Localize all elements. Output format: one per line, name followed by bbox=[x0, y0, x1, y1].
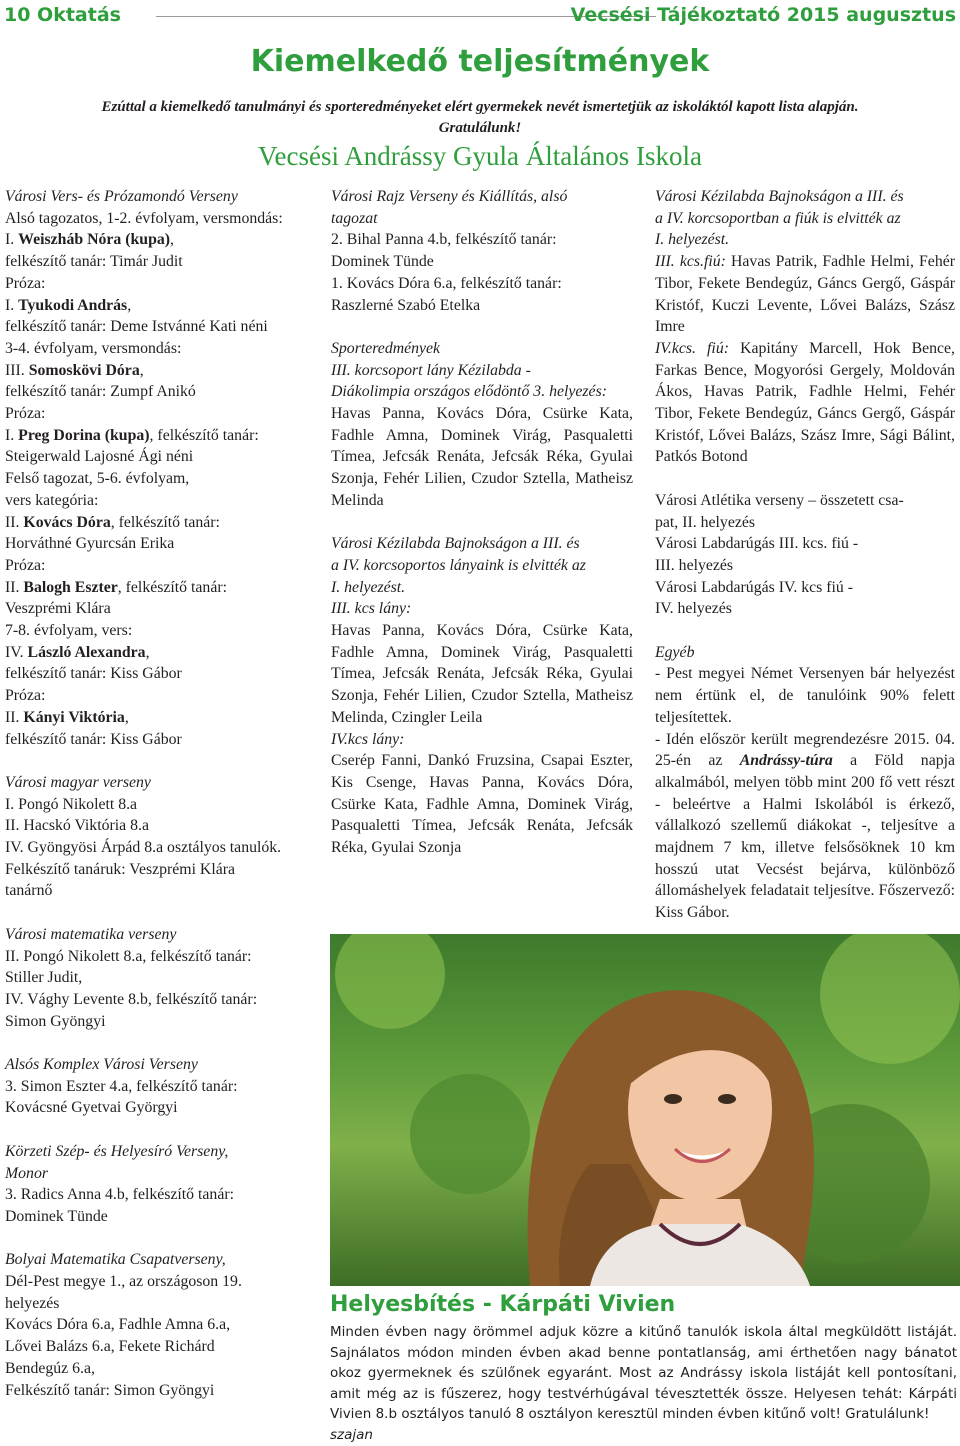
text-line: Városi Atlétika verseny – összetett csa- bbox=[655, 491, 904, 509]
competition-title: I. helyezést. bbox=[655, 231, 730, 249]
section-title: Egyéb bbox=[655, 643, 695, 661]
text-line: 3. Simon Eszter 4.a, felkészítő tanár: bbox=[5, 1077, 238, 1095]
author-signature: szajan bbox=[330, 1426, 373, 1443]
text-line: 7-8. évfolyam, vers: bbox=[5, 622, 133, 640]
text-line: Felkészítő tanáruk: Veszprémi Klára bbox=[5, 860, 236, 878]
text-line: Városi Labdarúgás III. kcs. fiú - bbox=[655, 535, 859, 553]
team-list: Havas Panna, Kovács Dóra, Csürke Kata, Fadhle Amna, Dominek Virág, Pasqualetti Tímea, Jefcsák Renáta, Jefcsák Réka, Gyulai Szonja, Fehér Lilien, Czudor Sztella, Matheisz Melinda, Czingler Leila bbox=[331, 622, 633, 726]
competition-title: Városi matematika verseny bbox=[5, 925, 177, 943]
competition-title: I. helyezést. bbox=[331, 578, 406, 596]
team-list: Cserép Fanni, Dankó Fruzsina, Csapai Eszter, Kis Csenge, Havas Panna, Kovács Dóra, Csürke Kata, Fadhle Amna, Dominek Virág, Pasqualetti Tímea, Jefcsák Renáta, Jefcsák Réka, Gyulai Szonja bbox=[331, 752, 633, 857]
competition-title: a IV. korcsoportban a fiúk is elvitték az bbox=[655, 209, 901, 227]
text-line: IV. Vághy Levente 8.b, felkészítő tanár: bbox=[5, 990, 258, 1008]
portrait-illustration bbox=[330, 934, 960, 1286]
team-list: III. kcs.fiú: Havas Patrik, Fadhle Helmi, Fehér Tibor, Fekete Bendegúz, Gáncs Gergő, Gáspár Kristóf, Kuczi Levente, Lővei Balázs, Szász Imre bbox=[655, 253, 955, 336]
team-list: Havas Panna, Kovács Dóra, Csürke Kata, Fadhle Amna, Dominek Virág, Pasqualetti Tímea, Jefcsák Renáta, Jefcsák Réka, Gyulai Szonja, Fehér Lilien, Czudor Sztella, Matheisz Melinda bbox=[331, 405, 633, 509]
result-line: III. Somosköv​i Dóra, bbox=[5, 361, 144, 379]
competition-title: III. korcsoport lány Kézilabda - bbox=[331, 361, 531, 379]
intro-text bbox=[0, 97, 960, 139]
page-title: Kiemelkedő teljesítmények bbox=[250, 44, 710, 79]
competition-title: Városi Rajz Verseny és Kiállítás, alsó bbox=[331, 188, 568, 205]
text-line: Steigerwald Lajosné Ági néni bbox=[5, 448, 194, 466]
result-line: II. Kovács Dóra, felkészítő tanár: bbox=[5, 513, 220, 531]
result-line: IV. László Alexandra, bbox=[5, 643, 150, 661]
text-line: Felső tagozat, 5-6. évfolyam, bbox=[5, 470, 190, 488]
text-line: 3-4. évfolyam, versmondás: bbox=[5, 339, 182, 357]
competition-title: Városi magyar verseny bbox=[5, 773, 151, 791]
text-line: II. Pongó Nikolett 8.a, felkészítő tanár: bbox=[5, 947, 252, 965]
text-line: Kovácsné Gyetvai Györgyi bbox=[5, 1099, 178, 1117]
text-line: Próza: bbox=[5, 274, 46, 292]
text-line: vers kategória: bbox=[5, 491, 99, 509]
text-line: Felkészítő tanár: Simon Gyöngyi bbox=[5, 1381, 215, 1399]
text-line: tanárnő bbox=[5, 882, 53, 900]
column-2 bbox=[331, 186, 633, 859]
team-label: III. kcs lány: bbox=[331, 600, 412, 618]
text-line: pat, II. helyezés bbox=[655, 513, 755, 531]
competition-title: Körzeti Szép- és Helyesíró Verseny, bbox=[5, 1142, 229, 1160]
competition-title: Diákolimpia országos elődöntő 3. helyezés: bbox=[331, 383, 607, 401]
competition-title: Városi Kézilabda Bajnokságon a III. és bbox=[655, 188, 904, 205]
competition-title: tagozat bbox=[331, 209, 378, 227]
text-line: IV. helyezés bbox=[655, 600, 732, 618]
header-publication: Vecsési Tájékoztató 2015 augusztus bbox=[570, 4, 956, 26]
text-line: III. helyezés bbox=[655, 556, 734, 574]
text-line: Bendegúz 6.a, bbox=[5, 1359, 95, 1377]
text-line: Simon Gyöngyi bbox=[5, 1012, 106, 1030]
header-section: 10 Oktatás bbox=[4, 4, 121, 26]
competition-title: Városi Kézilabda Bajnokságon a III. és bbox=[331, 535, 580, 553]
team-list: IV.kcs. fiú: Kapitány Marcell, Hok Bence, Farkas Bence, Mogyorósi Gergely, Moldován Ákos, Havas Patrik, Fadhle Helmi, Fehér Tibor, Fekete Bendegúz, Gáncs Gergő, Gáspár Kristóf, Lővei Balázs, Szász Imre, Sági Bálint, Patkós Botond bbox=[655, 339, 955, 466]
text-line: Dominek Tünde bbox=[331, 253, 434, 271]
text-line: felkészítő tanár: Zumpf Anikó bbox=[5, 383, 196, 401]
student-photo bbox=[330, 934, 960, 1286]
result-line: II. Kányi Viktória, bbox=[5, 708, 129, 726]
competition-title: Alsós Komplex Városi Verseny bbox=[5, 1056, 198, 1074]
other-paragraph: - Idén először került megrendezésre 2015. 04. 25-én az Andrássy-túra a Föld napja alkalmából, melyen több mint 200 fő vett részt - beleértve a Halmi Iskolából is érkező, vállalkozó szellemű diákokat -, teljesítve a majdnem 7 km, illetve felsősöknek 10 km hosszú utat Vecsést bejárva, különböző állomáshelyek feladatait teljesítve. Főszervező: Kiss Gábor. bbox=[655, 730, 956, 922]
text-line: Alsó tagozatos, 1-2. évfolyam, versmondás: bbox=[5, 209, 283, 227]
text-line: 2. Bihal Panna 4.b, felkészítő tanár: bbox=[331, 231, 557, 249]
text-line: Dél-Pest megye 1., az országoson 19. bbox=[5, 1273, 242, 1291]
intro-line-2: Gratulálunk! bbox=[438, 120, 522, 136]
school-name: Vecsési Andrássy Gyula Általános Iskola bbox=[258, 141, 702, 171]
competition-title: Monor bbox=[5, 1164, 49, 1182]
text-line: Horváthné Gyurcsán Erika bbox=[5, 535, 175, 553]
correction-body: Minden évben nagy örömmel adjuk közre a kitűnő tanulók iskola által megküldött listáját. Sajnálatos módon minden évben akad benne pontatlanság, ami érthetően nagy bánatot okoz gyermeknek és szülőnek egyaránt. Most az Andrássy iskola listáját kell pontosítani, amit még az is fűszerez, hogy testvérhúgával tévesztették össze. Helyesen tehát: Kárpáti Vivien 8.b osztályos tanuló 8 osztályon keresztül minden évben kitűnő volt! Gratulálunk! bbox=[330, 1324, 957, 1423]
text-line: Lővei Balázs 6.a, Fekete Richárd bbox=[5, 1338, 215, 1356]
competition-title: Városi Vers- és Prózamondó Verseny bbox=[5, 188, 238, 205]
other-paragraph: - Pest megyei Német Versenyen bár helyezést nem értünk el, de tanulóink 90% felett teljesítettek. bbox=[655, 665, 955, 726]
result-line: I. Tyukodi András, bbox=[5, 296, 132, 314]
text-line: Kovács Dóra 6.a, Fadhle Amna 6.a, bbox=[5, 1316, 231, 1334]
text-line: 1. Kovács Dóra 6.a, felkészítő tanár: bbox=[331, 274, 562, 292]
text-line: 3. Radics Anna 4.b, felkészítő tanár: bbox=[5, 1186, 234, 1204]
text-line: felkészítő tanár: Deme Istvánné Kati néni bbox=[5, 318, 268, 336]
text-line: Dominek Tünde bbox=[5, 1207, 108, 1225]
text-line: Stiller Judit, bbox=[5, 969, 83, 987]
text-line: IV. Gyöngyösi Árpád 8.a osztályos tanulók. bbox=[5, 839, 282, 857]
section-title: Sporteredmények bbox=[331, 339, 441, 357]
text-line: felkészítő tanár: Kiss Gábor bbox=[5, 730, 182, 748]
intro-line-1: Ezúttal a kiemelkedő tanulmányi és sporteredményeket elért gyermekek nevét ismertetjük az iskoláktól kapott lista alapján. bbox=[101, 99, 859, 115]
text-line: Próza: bbox=[5, 687, 46, 705]
text-line: Próza: bbox=[5, 556, 46, 574]
text-line: helyezés bbox=[5, 1294, 60, 1312]
text-line: felkészítő tanár: Timár Judit bbox=[5, 253, 183, 271]
page-header bbox=[0, 0, 960, 34]
result-line: I. Weiszháb Nóra (kupa), bbox=[5, 231, 174, 249]
correction-title: Helyesbítés - Kárpáti Vivien bbox=[330, 1292, 676, 1317]
column-1 bbox=[5, 186, 311, 1401]
text-line: Veszprémi Klára bbox=[5, 600, 111, 618]
column-3 bbox=[655, 186, 955, 924]
text-line: felkészítő tanár: Kiss Gábor bbox=[5, 665, 182, 683]
result-line: II. Balogh Eszter, felkészítő tanár: bbox=[5, 578, 227, 596]
text-line: Próza: bbox=[5, 405, 46, 423]
result-line: I. Preg Dorina (kupa), felkészítő tanár: bbox=[5, 426, 259, 444]
text-line: Raszlerné Szabó Etelka bbox=[331, 296, 481, 314]
text-line: Városi Labdarúgás IV. kcs fiú - bbox=[655, 578, 853, 596]
competition-title: Bolyai Matematika Csapatverseny, bbox=[5, 1251, 226, 1269]
correction-text bbox=[330, 1322, 957, 1446]
competition-title: a IV. korcsoportos lányaink is elvitték az bbox=[331, 556, 586, 574]
text-line: I. Pongó Nikolett 8.a bbox=[5, 795, 138, 813]
text-line: II. Hacskó Viktória 8.a bbox=[5, 817, 149, 835]
team-label: IV.kcs lány: bbox=[331, 730, 405, 748]
